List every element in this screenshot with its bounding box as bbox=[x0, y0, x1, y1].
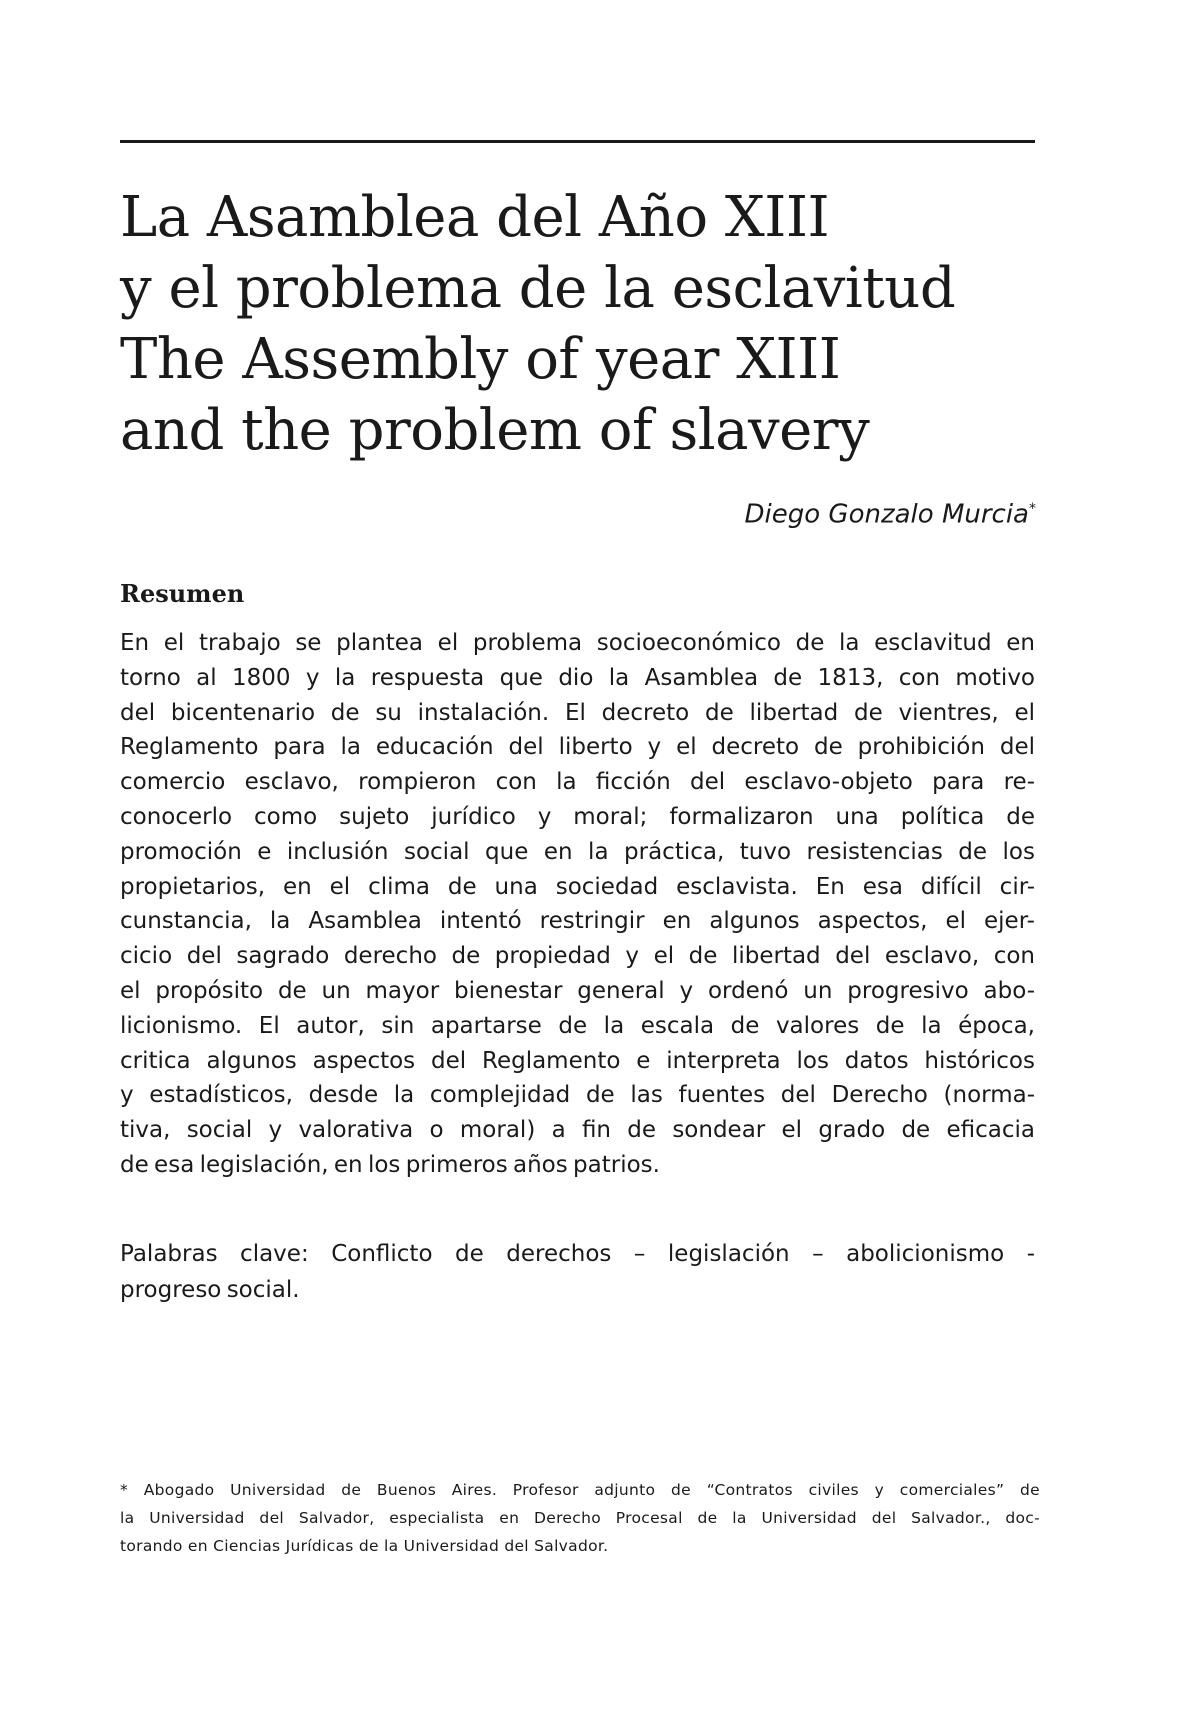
abstract-line: critica algunos aspectos del Reglamento e interpreta los datos históricos bbox=[120, 1047, 1035, 1074]
footnote-mark: * bbox=[1029, 501, 1036, 517]
article-title bbox=[120, 182, 1040, 466]
abstract-body bbox=[120, 626, 1035, 1183]
author-name: Diego Gonzalo Murcia bbox=[744, 499, 1029, 530]
abstract-line: conocerlo como sujeto jurídico y moral; formalizaron una política de bbox=[120, 803, 1035, 830]
abstract-line: licionismo. El autor, sin apartarse de la escala de valores de la época, bbox=[120, 1012, 1035, 1039]
title-line: and the problem of slavery bbox=[120, 398, 870, 463]
abstract-line: cicio del sagrado derecho de propiedad y el de libertad del esclavo, con bbox=[120, 943, 1035, 970]
keywords bbox=[120, 1236, 1035, 1308]
abstract-line: En el trabajo se plantea el problema socioeconómico de la esclavitud en bbox=[120, 630, 1035, 656]
keywords-line: Palabras clave: Conflicto de derechos – legislación – abolicionismo - bbox=[120, 1241, 1035, 1267]
abstract-line: de esa legislación, en los primeros años patrios. bbox=[120, 1151, 660, 1178]
title-line: The Assembly of year XIII bbox=[120, 327, 841, 392]
abstract-line: promoción e inclusión social que en la práctica, tuvo resistencias de los bbox=[120, 838, 1035, 865]
abstract-line: el propósito de un mayor bienestar general y ordenó un progresivo abo- bbox=[120, 977, 1035, 1004]
abstract-line: y estadísticos, desde la complejidad de las fuentes del Derecho (norma- bbox=[120, 1082, 1035, 1109]
footnote-line: la Universidad del Salvador, especialista en Derecho Procesal de la Universidad del Salvador., doc- bbox=[120, 1509, 1040, 1527]
abstract-heading: Resumen bbox=[120, 579, 245, 608]
title-line: y el problema de la esclavitud bbox=[120, 256, 956, 321]
author-footnote bbox=[120, 1476, 1040, 1560]
author-byline bbox=[745, 492, 1036, 532]
top-rule bbox=[120, 140, 1035, 143]
abstract-line: Reglamento para la educación del liberto y el decreto de prohibición del bbox=[120, 734, 1035, 761]
abstract-line: comercio esclavo, rompieron con la ficción del esclavo-objeto para re- bbox=[120, 769, 1035, 796]
title-line: La Asamblea del Año XIII bbox=[120, 185, 830, 250]
footnote-line: torando en Ciencias Jurídicas de la Universidad del Salvador. bbox=[120, 1537, 609, 1555]
abstract-line: del bicentenario de su instalación. El decreto de libertad de vientres, el bbox=[120, 699, 1035, 726]
abstract-line: tiva, social y valorativa o moral) a fin de sondear el grado de eficacia bbox=[120, 1117, 1035, 1144]
footnote-line: * Abogado Universidad de Buenos Aires. Profesor adjunto de “Contratos civiles y comerciales” de bbox=[120, 1481, 1040, 1499]
abstract-line: propietarios, en el clima de una sociedad esclavista. En esa difícil cir- bbox=[120, 873, 1035, 900]
abstract-line: cunstancia, la Asamblea intentó restringir en algunos aspectos, el ejer- bbox=[120, 908, 1035, 935]
keywords-line: progreso social. bbox=[120, 1277, 300, 1303]
abstract-line: torno al 1800 y la respuesta que dio la Asamblea de 1813, con motivo bbox=[120, 664, 1035, 691]
